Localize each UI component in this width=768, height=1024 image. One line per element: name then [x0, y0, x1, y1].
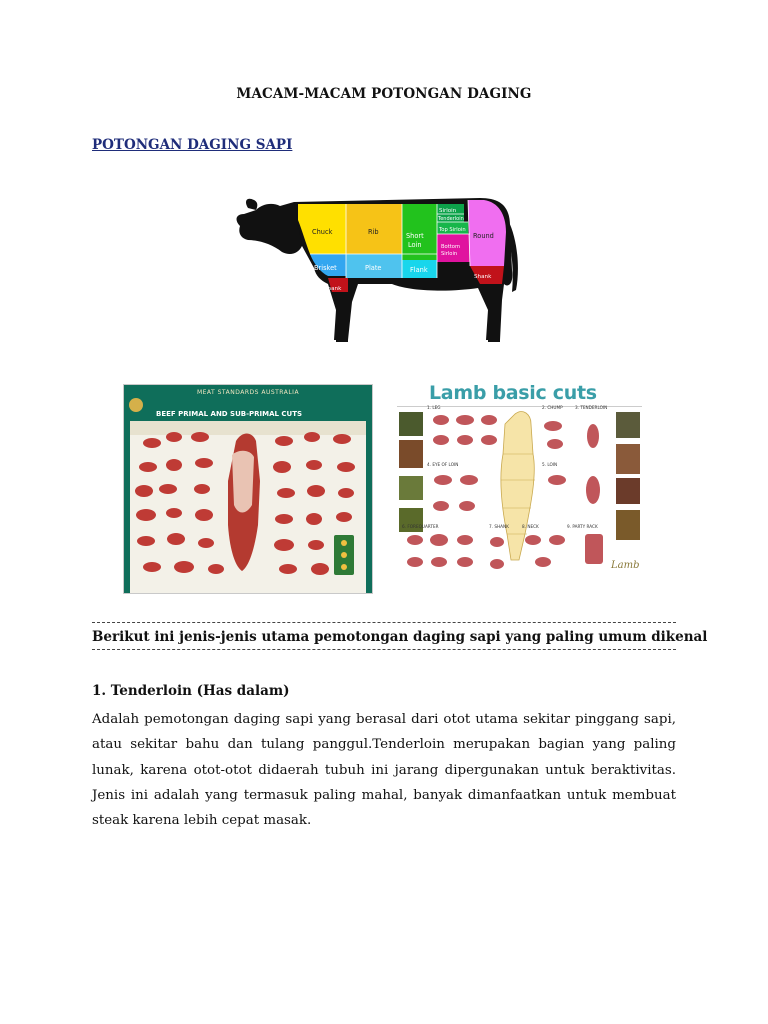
poster-subtitle: BEEF PRIMAL AND SUB-PRIMAL CUTS: [156, 410, 303, 418]
svg-text:7. SHANK: 7. SHANK: [489, 524, 509, 529]
lead-sentence: Berikut ini jenis-jenis utama pemotongan daging sapi yang paling umum dikenal: [92, 629, 708, 645]
label-chuck: Chuck: [312, 228, 333, 236]
document-title: MACAM-MACAM POTONGAN DAGING: [236, 86, 532, 102]
dashed-rule-bottom: [92, 649, 676, 650]
label-short-loin-2: Loin: [408, 241, 422, 249]
label-shank-front: Shank: [324, 286, 342, 292]
label-short-loin-1: Short: [406, 232, 424, 240]
beef-cuts-cow-diagram: [232, 180, 522, 350]
cow-head: [237, 202, 304, 254]
lamb-basic-cuts-image: [397, 384, 642, 590]
svg-text:9. PARTY RACK: 9. PARTY RACK: [567, 524, 598, 529]
heading-tenderloin: 1. Tenderloin (Has dalam): [92, 683, 290, 699]
svg-text:5. LOIN: 5. LOIN: [542, 462, 558, 467]
svg-text:8. NECK: 8. NECK: [522, 524, 539, 529]
label-top-sirloin: Top Sirloin: [439, 227, 466, 233]
svg-text:4. EYE OF LOIN: 4. EYE OF LOIN: [427, 462, 459, 467]
label-bottom-sirloin-1: Bottom: [441, 244, 461, 250]
paragraph-tenderloin: Adalah pemotongan daging sapi yang berasal dari otot utama sekitar pinggang sapi, atau sekitar bahu dan tulang panggul.Tenderloin merupakan bagian yang paling lunak, karena otot-otot didaerah tubuh ini jarang dipergunakan untuk beraktivitas. Jenis ini adalah yang termasuk paling mahal, banyak dimanfaatkan untuk membuat steak karena lebih cepat masak.: [92, 712, 676, 829]
carcass-fat: [232, 451, 254, 513]
label-round: Round: [473, 232, 494, 240]
dashed-rule-top: [92, 622, 676, 623]
section-link-potongan-daging-sapi[interactable]: POTONGAN DAGING SAPI: [92, 137, 293, 153]
svg-text:6. FOREQUARTER: 6. FOREQUARTER: [402, 524, 439, 529]
svg-text:2. CHUMP: 2. CHUMP: [542, 405, 563, 410]
poster-header-text: MEAT STANDARDS AUSTRALIA: [196, 389, 300, 396]
label-sirloin: Sirloin: [439, 208, 457, 214]
cow-horn: [246, 199, 257, 210]
svg-text:1. LEG: 1. LEG: [427, 405, 441, 410]
label-plate: Plate: [365, 264, 382, 272]
lamb-cuts-illustration: [397, 384, 642, 590]
label-bottom-sirloin-2: Sirloin: [441, 251, 458, 257]
label-flank: Flank: [410, 266, 428, 274]
label-shank-rear: Shank: [474, 274, 492, 280]
beef-primal-poster-image: [123, 384, 373, 594]
label-brisket: Brisket: [314, 264, 337, 272]
cow-front-leg: [336, 288, 348, 342]
poster-meat-cuts-illustration: [124, 385, 372, 593]
lamb-brand-text: Lamb: [611, 560, 640, 571]
label-rib: Rib: [368, 228, 379, 236]
label-tenderloin: Tenderloin: [438, 216, 464, 222]
cow-rear-leg: [488, 288, 500, 342]
svg-text:3. TENDERLOIN: 3. TENDERLOIN: [575, 405, 608, 410]
poster-badge-icon: [129, 398, 143, 412]
lamb-poster-title: Lamb basic cuts: [429, 384, 597, 404]
